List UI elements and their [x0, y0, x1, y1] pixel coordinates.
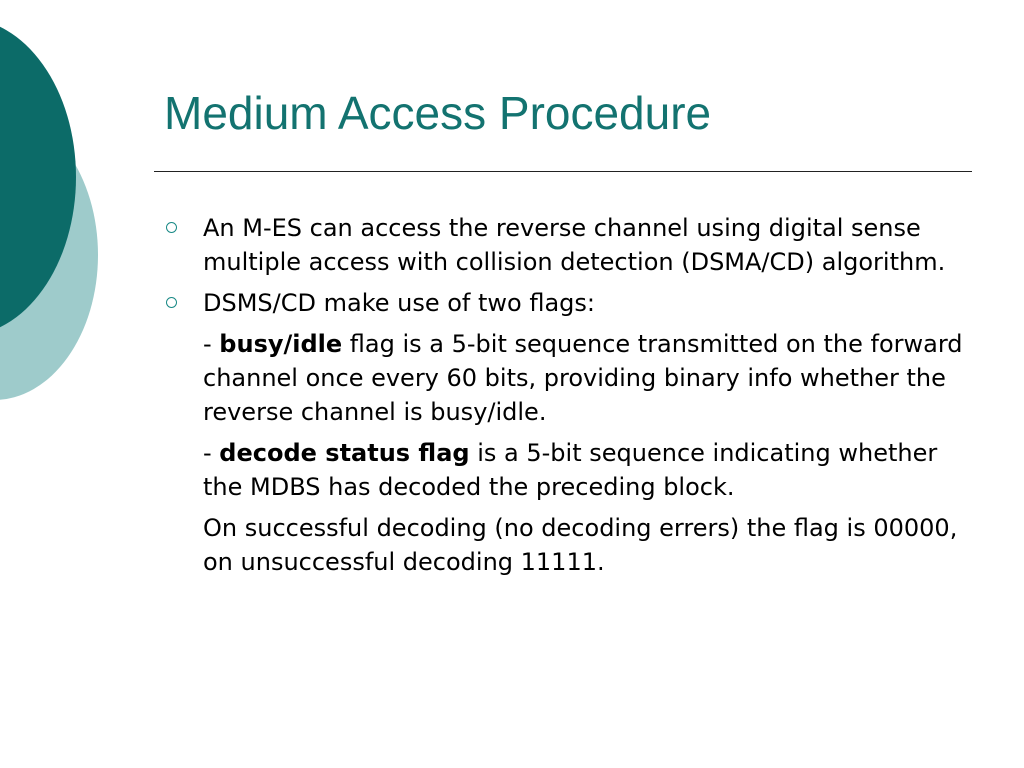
bullet-text: An M-ES can access the reverse channel using digital sense multiple access with collision detection (DSMA/CD) algorithm. — [203, 214, 946, 276]
paragraph-text: On successful decoding (no decoding errers) the flag is 00000, on unsuccessful decoding 11111. — [203, 514, 958, 576]
sub-paragraph — [203, 511, 983, 579]
title-divider — [154, 171, 972, 172]
term-description: is a 5-bit sequence indicating whether the MDBS has decoded the preceding block. — [203, 439, 938, 501]
term-description: flag is a 5-bit sequence transmitted on the forward channel once every 60 bits, providing binary info whether the reverse channel is busy/idle. — [203, 330, 963, 426]
term-busy-idle: busy/idle — [219, 330, 343, 358]
dash-prefix: - — [203, 330, 220, 358]
bullet-text: DSMS/CD make use of two flags: — [203, 289, 596, 317]
hollow-circle-bullet-icon — [166, 297, 177, 308]
sub-paragraph — [203, 327, 983, 429]
slide-body — [203, 211, 983, 586]
term-decode-status-flag: decode status flag — [219, 439, 470, 467]
hollow-circle-bullet-icon — [166, 222, 177, 233]
sub-paragraph — [203, 436, 983, 504]
slide-title: Medium Access Procedure — [164, 87, 712, 139]
dash-prefix: - — [203, 439, 220, 467]
bullet-item — [203, 286, 983, 320]
bullet-item — [203, 211, 983, 279]
